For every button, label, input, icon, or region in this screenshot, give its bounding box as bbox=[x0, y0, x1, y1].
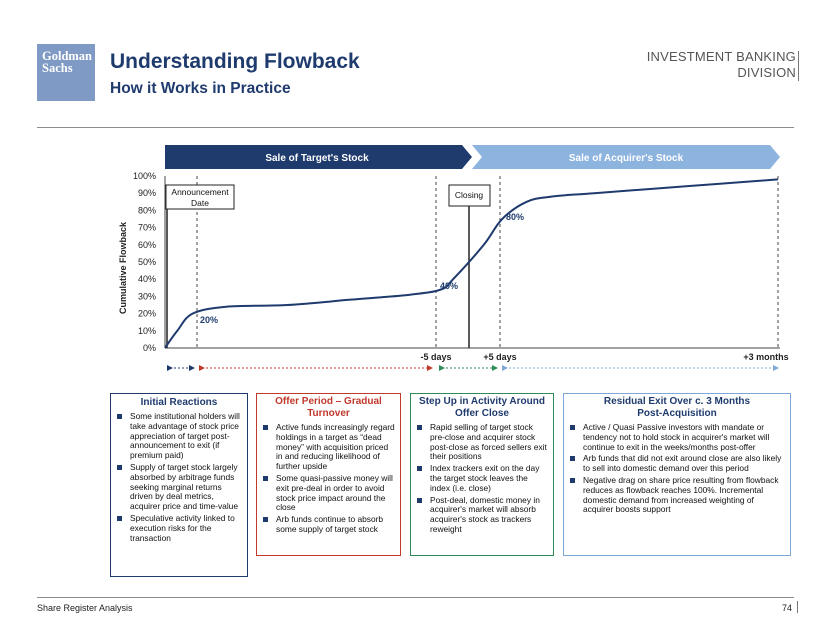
y-tick-label: 80% bbox=[137, 205, 156, 216]
list-item: Index trackers exit on the day the target stock leaves the index (i.e. close) bbox=[417, 464, 549, 493]
data-label-20: 20% bbox=[200, 315, 219, 325]
list-item: Active / Quasi Passive investors with mandate or tendency not to hold stock in acquirer's market will continue to exit in the weeks/months post-offer bbox=[570, 423, 786, 452]
announcement-label-line1: Announcement bbox=[171, 187, 229, 197]
y-tick-label: 10% bbox=[137, 325, 156, 336]
list-item: Some quasi-passive money will exit pre-deal in order to avoid stock price impact around the close bbox=[263, 474, 396, 513]
y-tick-label: 90% bbox=[137, 188, 156, 199]
footer-rule bbox=[37, 597, 794, 598]
page-subtitle: How it Works in Practice bbox=[110, 80, 291, 97]
y-tick-label: 70% bbox=[137, 222, 156, 233]
banner-target-label: Sale of Target's Stock bbox=[265, 153, 369, 164]
y-tick-label: 60% bbox=[137, 239, 156, 250]
data-label-80: 80% bbox=[506, 212, 525, 222]
x-tick-minus5: -5 days bbox=[420, 352, 452, 362]
list-item: Some institutional holders will take advantage of stock price appreciation of target post-announcement to exit (if premium paid) bbox=[117, 412, 243, 461]
y-tick-label: 30% bbox=[137, 291, 156, 302]
footer-divider bbox=[797, 601, 798, 613]
banner-acquirer-label: Sale of Acquirer's Stock bbox=[568, 153, 684, 164]
division-line2: DIVISION bbox=[737, 65, 796, 80]
data-label-40: 40% bbox=[440, 281, 459, 291]
list-item: Speculative activity linked to execution risks for the transaction bbox=[117, 514, 243, 543]
page-number: 74 bbox=[781, 603, 792, 613]
list-item: Active funds increasingly regard holdings in a target as “dead money” with acquisition priced in and reducing likelihood of further upside bbox=[263, 423, 396, 472]
box-offer-period bbox=[256, 393, 401, 556]
box-residual-exit bbox=[563, 393, 791, 556]
logo-line1: Goldman bbox=[42, 49, 93, 63]
y-tick-label: 20% bbox=[137, 308, 156, 319]
list-item: Arb funds continue to absorb some supply of target stock bbox=[263, 515, 396, 535]
y-tick-label: 0% bbox=[142, 343, 156, 353]
box-initial-title: Initial Reactions bbox=[140, 397, 218, 408]
list-item: Negative drag on share price resulting from flowback reduces as flowback reaches 100%. Incremental domestic demand from increased weighting of acquirer boosts support bbox=[570, 476, 786, 515]
box-offer-title: Offer Period – Gradual Turnover bbox=[275, 396, 382, 419]
y-tick-label: 50% bbox=[137, 257, 156, 267]
y-axis-label: Cumulative Flowback bbox=[118, 221, 128, 315]
y-tick-label: 40% bbox=[137, 274, 156, 285]
box-initial-list bbox=[111, 412, 247, 549]
box-residual-title: Residual Exit Over c. 3 Months Post-Acquisition bbox=[603, 396, 751, 419]
box-offer-list bbox=[257, 423, 400, 541]
list-item: Rapid selling of target stock pre-close and acquirer stock post-close as forced sellers exit their positions bbox=[417, 423, 549, 462]
division-line1: INVESTMENT BANKING bbox=[646, 49, 796, 64]
list-item: Supply of target stock largely absorbed by arbitrage funds seeking marginal returns driven by deal metrics, acquirer price and time-value bbox=[117, 463, 243, 512]
footer-title: Share Register Analysis bbox=[37, 603, 133, 613]
box-stepup-list bbox=[411, 423, 553, 541]
box-stepup-title: Step Up in Activity Around Offer Close bbox=[419, 396, 545, 419]
logo-line2: Sachs bbox=[42, 61, 73, 75]
closing-label: Closing bbox=[454, 190, 484, 200]
box-step-up bbox=[410, 393, 554, 556]
list-item: Arb funds that did not exit around close are also likely to sell into domestic demand over this period bbox=[570, 454, 786, 474]
box-initial-reactions bbox=[110, 393, 248, 577]
y-tick-label: 100% bbox=[132, 171, 156, 181]
x-tick-plus5: +5 days bbox=[483, 352, 517, 362]
box-residual-list bbox=[564, 423, 790, 521]
announcement-label-line2: Date bbox=[191, 198, 209, 208]
list-item: Post-deal, domestic money in acquirer's market will absorb acquirer's stock as trackers reweight bbox=[417, 496, 549, 535]
page-title: Understanding Flowback bbox=[110, 50, 360, 73]
x-tick-3months: +3 months bbox=[743, 352, 789, 362]
y-ticks bbox=[133, 171, 156, 353]
